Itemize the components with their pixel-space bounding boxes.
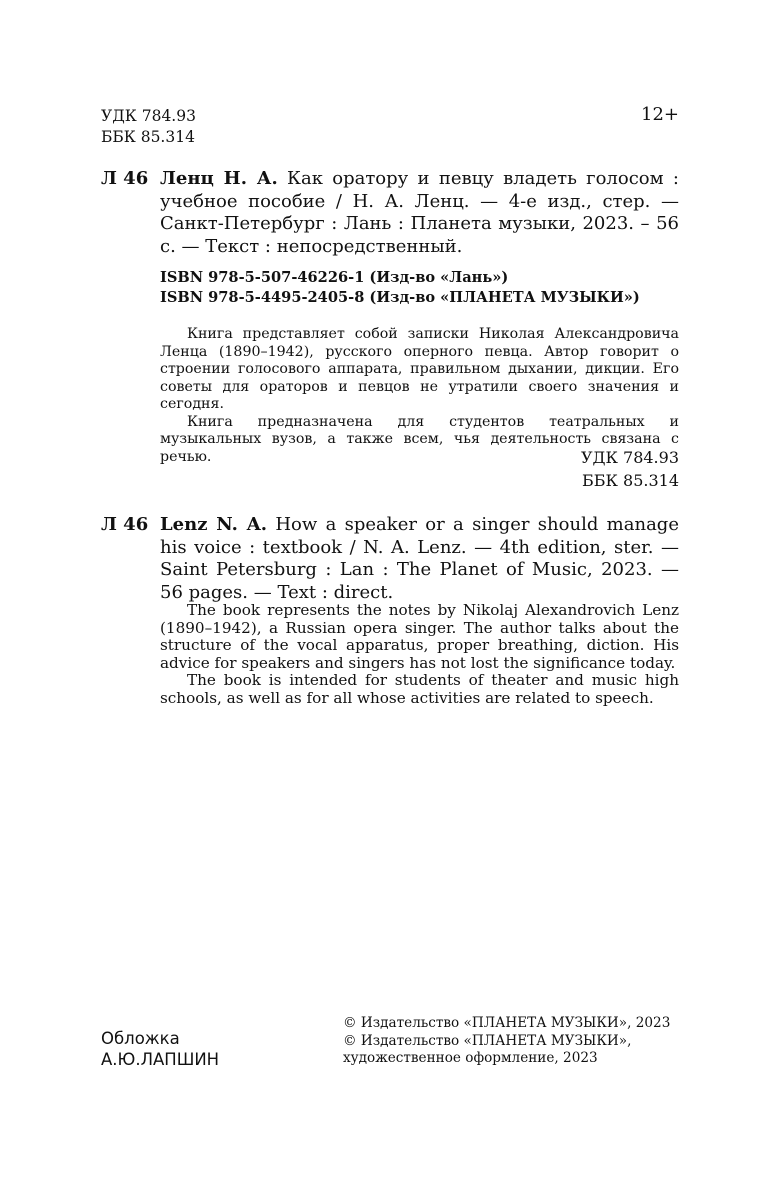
- ru-abstract-paragraph: Книга предназначена для студентов театральных и музыкальных вузов, а также всем, чья деятельность связана с речью.: [160, 413, 679, 465]
- classification-bbk: ББК 85.314: [582, 471, 679, 490]
- cover-credit: [101, 1028, 219, 1070]
- cover-artist: А.Ю.ЛАПШИН: [101, 1050, 220, 1069]
- isbn-lan: ISBN 978-5-507-46226-1 (Изд-во «Лань»): [160, 269, 509, 286]
- en-bibliographic-entry: [101, 514, 679, 604]
- en-entry-code: Л 46: [101, 514, 149, 535]
- age-rating: 12+: [641, 104, 679, 125]
- isbn-planeta: ISBN 978-5-4495-2405-8 (Изд-во «ПЛАНЕТА МУЗЫКИ»): [160, 289, 640, 306]
- en-abstract-paragraph: The book is intended for students of theater and music high schools, as well as for all whose activities are related to speech.: [160, 671, 679, 707]
- ru-abstract: [160, 326, 679, 466]
- classification-block: [581, 446, 679, 492]
- header-udk: УДК 784.93: [101, 107, 196, 125]
- en-abstract-paragraph: The book represents the notes by Nikolaj Alexandrovich Lenz (1890–1942), a Russian opera singer. The author talks about the structure of the vocal apparatus, proper breathing, diction. His advice for speakers and singers has not lost the significance today.: [160, 601, 679, 672]
- header-bbk: ББК 85.314: [101, 128, 195, 146]
- cover-label: Обложка: [101, 1029, 180, 1048]
- en-entry-author: Lenz N. A.: [160, 514, 267, 535]
- classification-udk: УДК 784.93: [580, 448, 679, 467]
- en-abstract: [160, 602, 679, 708]
- copyright-line: художественное оформление, 2023: [343, 1050, 598, 1067]
- copyright-line: © Издательство «ПЛАНЕТА МУЗЫКИ», 2023: [343, 1015, 671, 1031]
- ru-entry-code: Л 46: [101, 168, 149, 189]
- ru-bibliographic-entry: [101, 168, 679, 258]
- copyright-block: [343, 1015, 670, 1068]
- en-entry-text: How a speaker or a singer should manage his voice : textbook / N. A. Lenz. — 4th edition, ster. — Saint Petersburg : Lan : The Planet of Music, 2023. — 56 pages. — Text : direct.: [160, 514, 679, 603]
- ru-entry-text: Как оратору и певцу владеть голосом : учебное пособие / Н. А. Ленц. — 4-е изд., стер. — Санкт-Петербург : Лань : Планета музыки, 2023. – 56 с. — Текст : непосредственный.: [160, 168, 679, 257]
- ru-entry-author: Ленц Н. А.: [160, 168, 278, 189]
- ru-abstract-paragraph: Книга представляет собой записки Николая Александровича Ленца (1890–1942), русского оперного певца. Автор говорит о строении голосового аппарата, правильном дыхании, дикции. Его советы для ораторов и певцов не утратили своего значения и сегодня.: [160, 326, 679, 412]
- copyright-line: © Издательство «ПЛАНЕТА МУЗЫКИ»,: [343, 1032, 632, 1049]
